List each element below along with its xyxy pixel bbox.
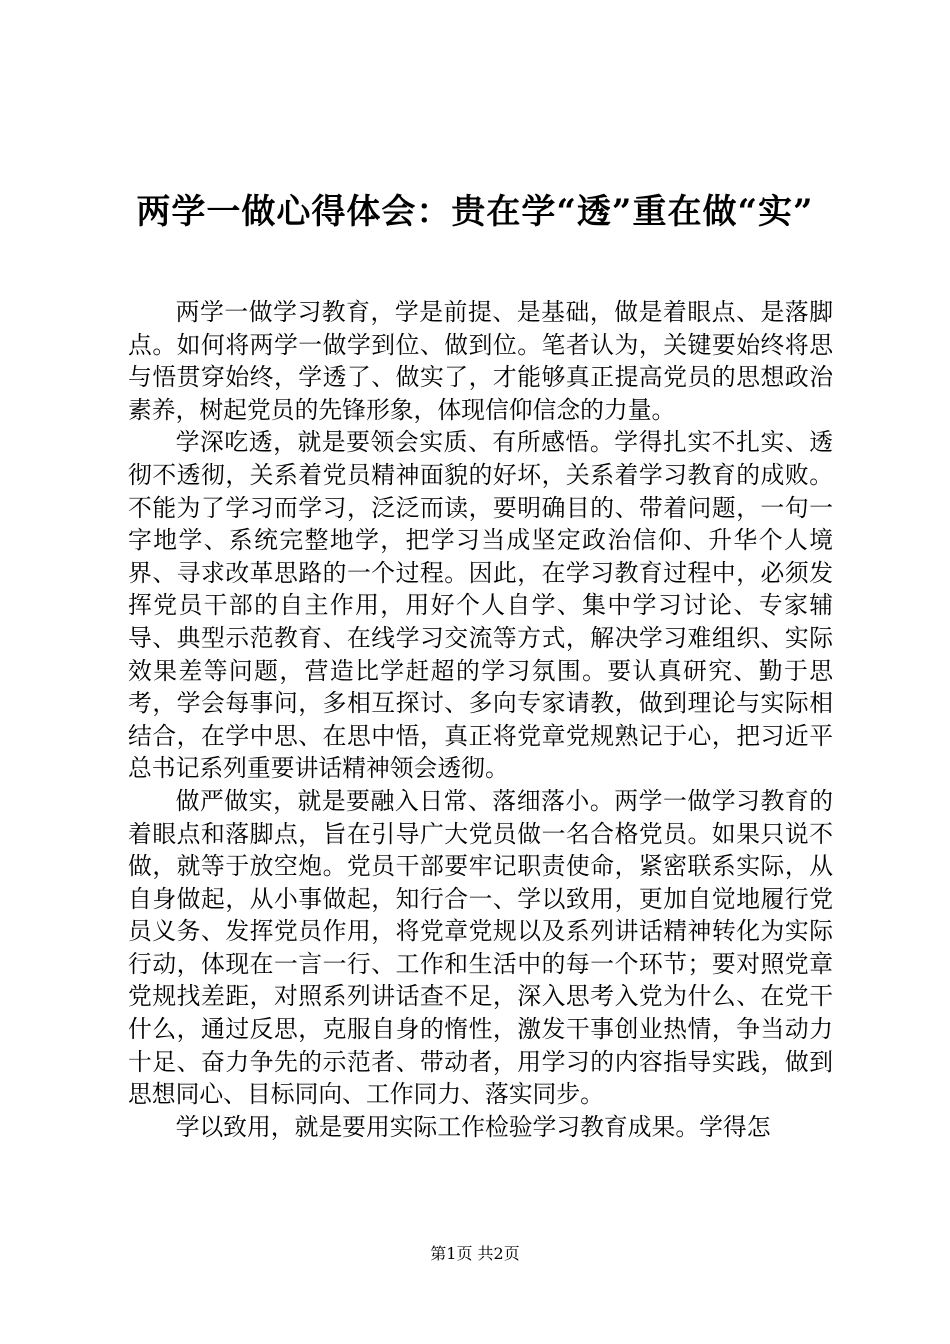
paragraph: 做严做实，就是要融入日常、落细落小。两学一做学习教育的着眼点和落脚点，旨在引导广大党员做一名合格党员。如果只说不做，就等于放空炮。党员干部要牢记职责使命，紧密联系实际，从自身做起，从小事做起，知行合一、学以致用，更加自觉地履行党员义务、发挥党员作用，将党章党规以及系列讲话精神转化为实际行动，体现在一言一行、工作和生活中的每一个环节；要对照党章党规找差距，对照系列讲话查不足，深入思考入党为什么、在党干什么，通过反思，克服自身的惰性，激发干事创业热情，争当动力十足、奋力争先的示范者、带动者，用学习的内容指导实践，做到思想同心、目标同向、工作同力、落实同步。 bbox=[128, 786, 833, 1109]
page-footer: 第1页 共2页 bbox=[430, 1244, 520, 1263]
document-body bbox=[128, 296, 833, 1196]
paragraph: 学深吃透，就是要领会实质、有所感悟。学得扎实不扎实、透彻不透彻，关系着党员精神面貌的好坏，关系着学习教育的成败。不能为了学习而学习，泛泛而读，要明确目的、带着问题，一句一字地学、系统完整地学，把学习当成坚定政治信仰、升华个人境界、寻求改革思路的一个过程。因此，在学习教育过程中，必须发挥党员干部的自主作用，用好个人自学、集中学习讨论、专家辅导、典型示范教育、在线学习交流等方式，解决学习难组织、实际效果差等问题，营造比学赶超的学习氛围。要认真研究、勤于思考，学会每事问，多相互探讨、多向专家请教，做到理论与实际相结合，在学中思、在思中悟，真正将党章党规熟记于心，把习近平总书记系列重要讲话精神领会透彻。 bbox=[128, 428, 833, 783]
document-title: 两学一做心得体会：贵在学“透”重在做“实” bbox=[136, 192, 814, 232]
paragraph: 两学一做学习教育，学是前提、是基础，做是着眼点、是落脚点。如何将两学一做学到位、做到位。笔者认为，关键要始终将思与悟贯穿始终，学透了、做实了，才能够真正提高党员的思想政治素养，树起党员的先锋形象，体现信仰信念的力量。 bbox=[128, 298, 833, 424]
paragraph: 学以致用，就是要用实际工作检验学习教育成果。学得怎 bbox=[175, 1112, 771, 1141]
